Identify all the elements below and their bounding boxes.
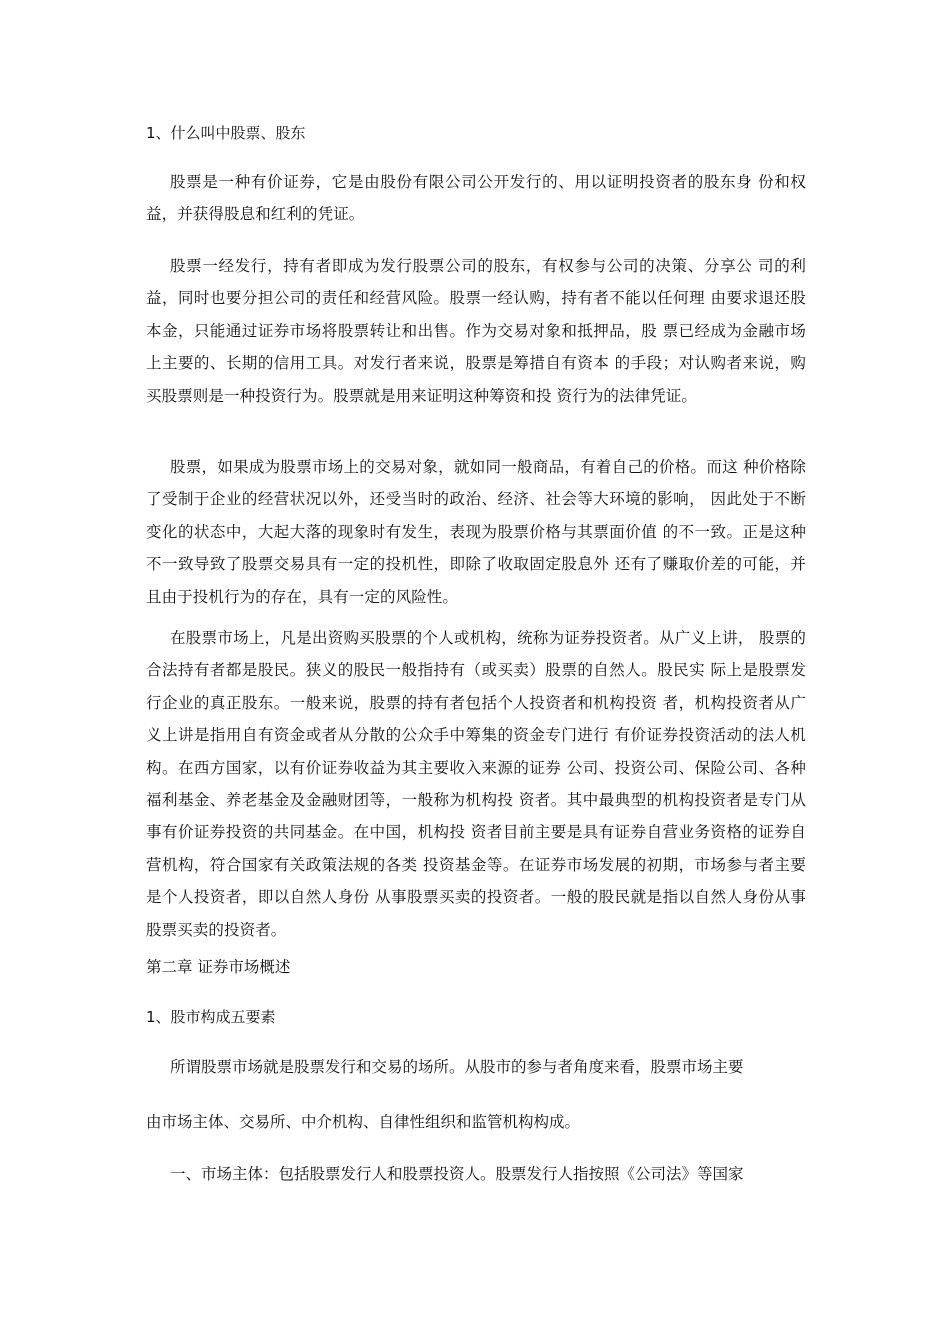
paragraph: 股票一经发行，持有者即成为发行股票公司的股东，有权参与公司的决策、分享公 司的利益，同时也要分担公司的责任和经营风险。股票一经认购，持有者不能以任何理 由要求退还股本金，只能通过证券市场将股票转让和出售。作为交易对象和抵押品，股 票已经成为金融市场上主要的、长期的信用工具。对发行者来说，股票是筹措自有资本 的手段；对认购者来说，购买股票则是一种投资行为。股票就是用来证明这种筹资和投 资行为的法律凭证。 — [146, 257, 806, 405]
paragraph-line: 所谓股票市场就是股票发行和交易的场所。从股市的参与者角度来看，股票市场主要 — [170, 1058, 744, 1076]
paragraph: 股票，如果成为股票市场上的交易对象，就如同一般商品，有着自己的价格。而这 种价格除了受制于企业的经营状况以外，还受当时的政治、经济、社会等大环境的影响， 因此处于不断变化的状态中，大起大落的现象时有发生，表现为股票价格与其票面价值 的不一致。正是这种不一致导致了股票交易具有一定的投机性，即除了收取固定股息外 还有了赚取价差的可能，并且由于投机行为的存在，具有一定的风险性。 — [146, 458, 806, 606]
paragraph: 股票是一种有价证券，它是由股份有限公司公开发行的、用以证明投资者的股东身 份和权益，并获得股息和红利的凭证。 — [146, 173, 806, 224]
paragraph-line: 由市场主体、交易所、中介机构、自律性组织和监管机构构成。 — [146, 1113, 581, 1131]
chapter-heading: 第二章 证券市场概述 — [146, 958, 291, 976]
paragraph-line: 一、市场主体：包括股票发行人和股票投资人。股票发行人指按照《公司法》等国家 — [170, 1165, 744, 1183]
paragraph: 在股票市场上，凡是出资购买股票的个人或机构，统称为证券投资者。从广义上讲， 股票的合法持有者都是股民。狭义的股民一般指持有（或买卖）股票的自然人。股民实 际上是股票发行企业的真正股东。一般来说，股票的持有者包括个人投资者和机构投资 者，机构投资者从广义上讲是指用自有资金或者从分散的公众手中筹集的资金专门进行 有价证券投资活动的法人机构。在西方国家，以有价证券收益为其主要收入来源的证券 公司、投资公司、保险公司、各种福利基金、养老基金及金融财团等，一般称为机构投 资者。其中最典型的机构投资者是专门从事有价证券投资的共同基金。在中国，机构投 资者目前主要是具有证券自营业务资格的证券自营机构，符合国家有关政策法规的各类 投资基金等。在证券市场发展的初期，市场参与者主要是个人投资者，即以自然人身份 从事股票买卖的投资者。一般的股民就是指以自然人身份从事股票买卖的投资者。 — [146, 629, 806, 939]
section-heading: 1、股市构成五要素 — [146, 1008, 276, 1026]
section-heading: 1、什么叫中股票、股东 — [146, 124, 306, 142]
